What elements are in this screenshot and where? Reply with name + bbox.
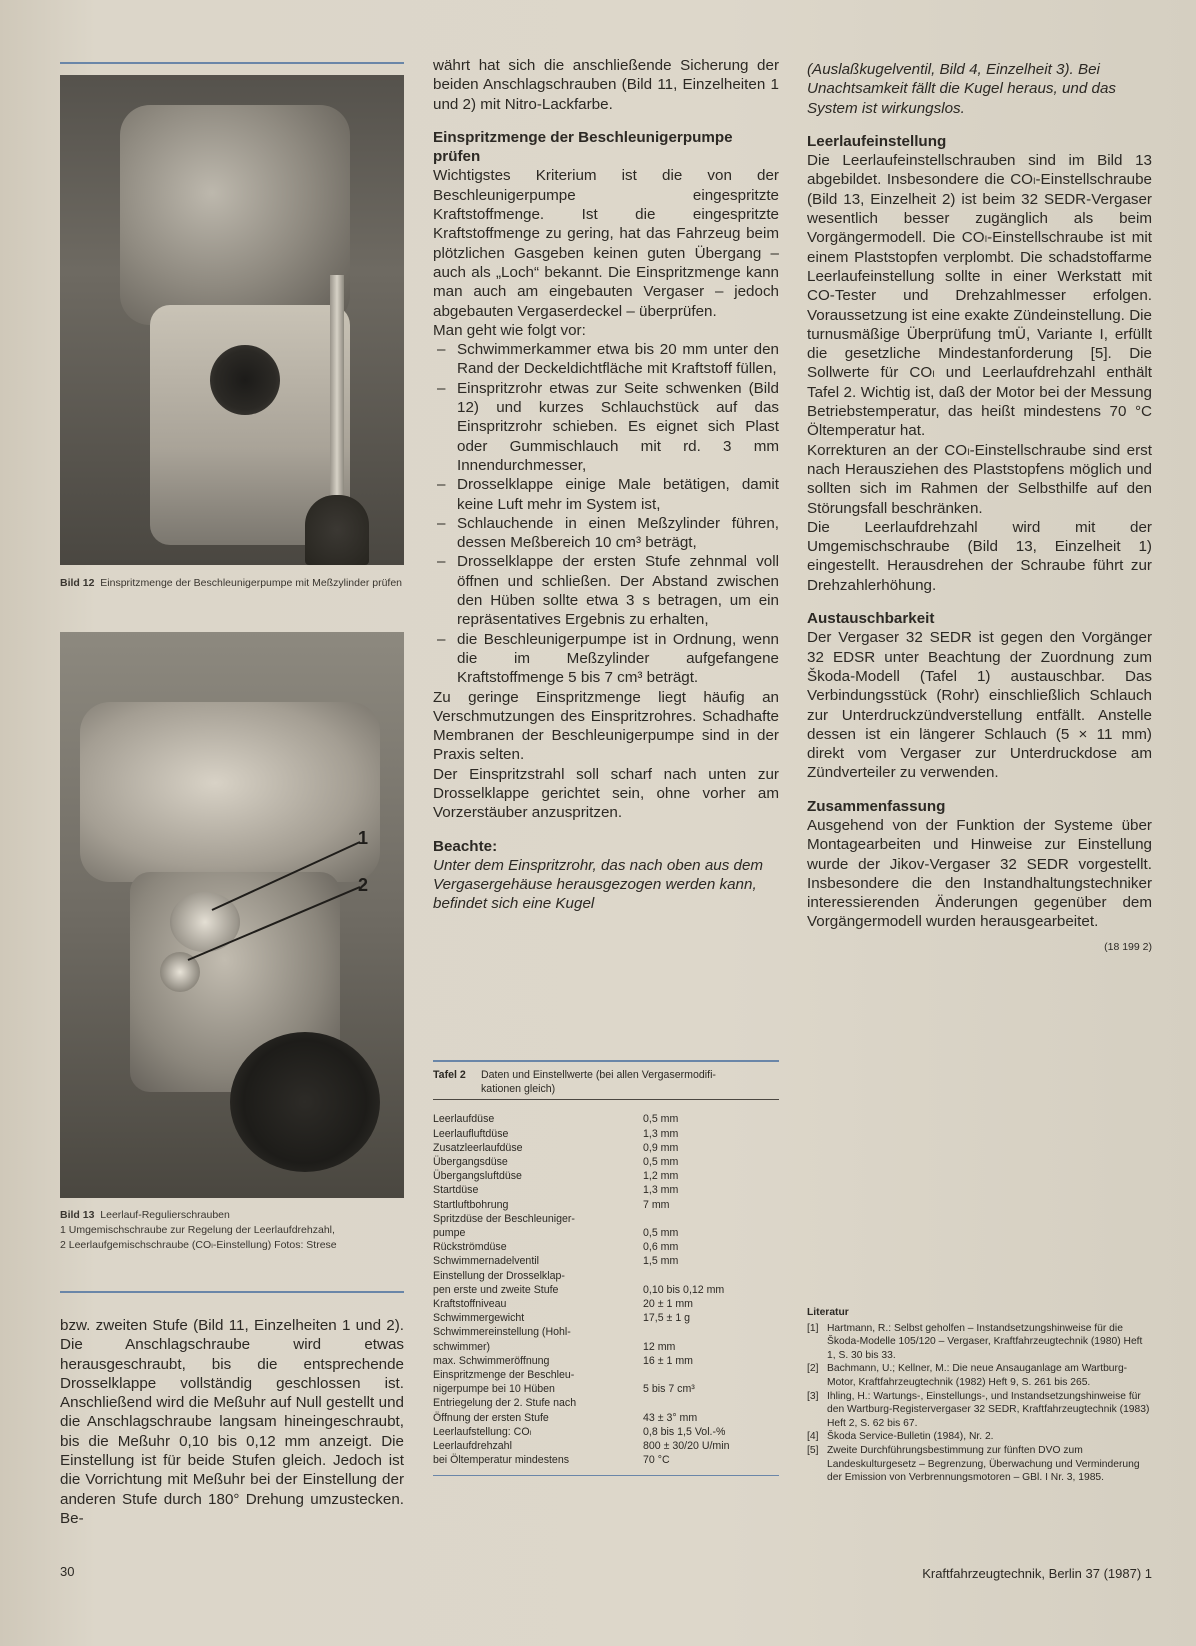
literature-item bbox=[807, 1430, 1152, 1444]
caption-line3-bild-13: 2 Leerlaufgemischschraube (COₗ-Einstellung) Fotos: Strese bbox=[60, 1239, 337, 1251]
table-cell-value: 1,3 mm bbox=[643, 1184, 679, 1197]
rule-top-left bbox=[60, 62, 404, 64]
list-item: – Drosselklappe der ersten Stufe zehnmal voll öffnen und schließen. Der Abstand zwischen den Hüben sollte etwa 3 s betragen, um ein repräsentatives Ergebnis zu erhalten, bbox=[433, 552, 779, 629]
table-cell-parameter: Rückströmdüse bbox=[433, 1241, 507, 1254]
caption-line2-bild-13: 1 Umgemischschraube zur Regelung der Leerlaufdrehzahl, bbox=[60, 1224, 335, 1236]
column-2-text bbox=[433, 56, 779, 914]
marker-2: 2 bbox=[358, 875, 369, 895]
rule-table-top bbox=[433, 1060, 779, 1062]
steps-list bbox=[433, 340, 779, 687]
table-row bbox=[433, 1183, 779, 1197]
table-cell-value: 1,2 mm bbox=[643, 1170, 679, 1183]
table-row bbox=[433, 1354, 779, 1368]
table-cell-parameter: Spritzdüse der Beschleuniger- bbox=[433, 1212, 575, 1225]
table-cell-value: 0,8 bis 1,5 Vol.-% bbox=[643, 1425, 726, 1438]
table-cell-parameter: Übergangsluftdüse bbox=[433, 1170, 522, 1183]
caption-bild-13 bbox=[60, 1208, 404, 1253]
literature-text: Bachmann, U.; Kellner, M.: Die neue Ansauganlage am Wartburg-Motor, Kraftfahrzeugtechnik (1982) Heft 9, S. 261 bis 265. bbox=[827, 1363, 1128, 1388]
table-row bbox=[433, 1112, 779, 1126]
literature-number: [5] bbox=[807, 1444, 819, 1456]
heading-austauschbarkeit: Austauschbarkeit bbox=[807, 610, 935, 628]
leader-lines bbox=[60, 632, 404, 1198]
table-row bbox=[433, 1226, 779, 1240]
table-row bbox=[433, 1425, 779, 1439]
table-cell-value: 0,5 mm bbox=[643, 1156, 679, 1169]
table-cell-value: 7 mm bbox=[643, 1198, 670, 1211]
literature-text: Zweite Durchführungsbestimmung zur fünften DVO zum Landeskulturgesetz – Begrenzung, Überwachung und Verminderung der Emission von Verbrennungsmotoren – GBl. I Nr. 3, 1985. bbox=[827, 1444, 1140, 1484]
col3-paragraph-2: Korrekturen an der COₗ-Einstellschraube sind erst nach Herausziehen des Plaststopfens möglich und sollten sich im Rahmen der Selbsthilfe auf den Störungsfall beschränken. bbox=[807, 441, 1152, 517]
table-cell-parameter: pen erste und zweite Stufe bbox=[433, 1283, 559, 1296]
list-item: – Schwimmerkammer etwa bis 20 mm unter den Rand der Deckeldichtfläche mit Kraftstoff füllen, bbox=[433, 340, 779, 379]
table-cell-value bbox=[643, 1212, 779, 1226]
table-cell-value: 0,5 mm bbox=[643, 1227, 679, 1240]
literature-text: Škoda Service-Bulletin (1984), Nr. 2. bbox=[827, 1431, 994, 1443]
table-cell-parameter: Schwimmereinstellung (Hohl- bbox=[433, 1326, 571, 1339]
col3-continuation: (Auslaßkugelventil, Bild 4, Einzelheit 3). Bei Unachtsamkeit fällt die Kugel heraus, und das System ist wirkungslos. bbox=[807, 61, 1116, 117]
table-cell-value: 5 bis 7 cm³ bbox=[643, 1383, 695, 1396]
rule-mid-left bbox=[60, 1291, 404, 1293]
table-cell-parameter: Entriegelung der 2. Stufe nach bbox=[433, 1397, 577, 1410]
table-row bbox=[433, 1453, 779, 1467]
marker-1: 1 bbox=[358, 828, 369, 848]
list-item: – die Beschleunigerpumpe ist in Ordnung, wenn die im Meßzylinder aufgefangene Kraftstoffmenge 5 bis 7 cm³ beträgt. bbox=[433, 630, 779, 688]
literature-number: [2] bbox=[807, 1363, 819, 1375]
table-cell-value: 17,5 ± 1 g bbox=[643, 1312, 691, 1325]
col2-paragraph-1: Wichtigstes Kriterium ist die von der Beschleunigerpumpe eingespritzte Kraftstoffmenge. Ist die eingespritzte Kraftstoffmenge zu gering, hat das Fahrzeug beim plötzlichen Gasgeben keinen guten Übergang – auch als „Loch“ bekannt. Die Einspritzmenge kann man auch am eingebauten Vergaser – jedoch abgebauten Vergaserdeckel – überprüfen. bbox=[433, 167, 779, 320]
table-row bbox=[433, 1382, 779, 1396]
col2-continuation: währt hat sich die anschließende Sicherung der beiden Anschlagschrauben (Bild 11, Einzelheiten 1 und 2) mit Nitro-Lackfarbe. bbox=[433, 57, 779, 113]
table-cell-parameter: Schwimmergewicht bbox=[433, 1312, 525, 1325]
table-cell-value: 0,5 mm bbox=[643, 1113, 679, 1126]
table-cell-parameter: Leerlaufdüse bbox=[433, 1113, 495, 1126]
literature-item bbox=[807, 1362, 1152, 1389]
literature-number: [4] bbox=[807, 1431, 819, 1443]
heading-einspritzmenge: Einspritzmenge der Beschleunigerpumpe prüfen bbox=[433, 128, 733, 166]
table-row bbox=[433, 1297, 779, 1311]
table-row bbox=[433, 1240, 779, 1254]
table-row bbox=[433, 1212, 779, 1226]
carburetor-photo-bild-12 bbox=[60, 75, 404, 565]
col3-paragraph-1: Die Leerlaufeinstellschrauben sind im Bild 13 abgebildet. Insbesondere die COₗ-Einstellschraube (Bild 13, Einzelheit 2) ist beim 32 SEDR-Vergaser wesentlich besser zugänglich als beim Vorgängermodell. Die COₗ-Einstellschraube ist mit einem Plaststopfen verplombt. Die schadstoffarme Leerlaufeinstellung sollte in einer Werkstatt mit CO-Tester und Drehzahlmesser erfolgen. Voraussetzung ist eine exakte Zündeinstellung. Die turnusmäßige Überprüfung tmÜ, Variante I, erfüllt die gesetzliche Mindestanforderung [5]. Die Sollwerte für COₗ und Leerlaufdrehzahl enthält Tafel 2. Wichtig ist, daß der Motor bei der Messung Betriebstemperatur, das heißt mindestens 70 °C Öltemperatur hat. bbox=[807, 152, 1152, 440]
table-cell-value bbox=[643, 1396, 779, 1410]
table-row bbox=[433, 1254, 779, 1268]
table-row bbox=[433, 1283, 779, 1297]
caption-line1-bild-13: Leerlauf-Regulierschrauben bbox=[100, 1209, 230, 1221]
caption-text-bild-12: Einspritzmenge der Beschleunigerpumpe mit Meßzylinder prüfen bbox=[100, 577, 403, 589]
table-cell-parameter: Einspritzmenge der Beschleu- bbox=[433, 1369, 575, 1382]
table-title-line1: Daten und Einstellwerte (bei allen Vergasermodifi- bbox=[481, 1069, 716, 1081]
table-header bbox=[433, 1068, 779, 1100]
table-cell-parameter: Zusatzleerlaufdüse bbox=[433, 1141, 523, 1154]
table-cell-parameter: Einstellung der Drosselklap- bbox=[433, 1269, 565, 1282]
col2-note: Unter dem Einspritzrohr, das nach oben aus dem Vergasergehäuse herausgezogen werden kann, befindet sich eine Kugel bbox=[433, 856, 764, 913]
table-row bbox=[433, 1439, 779, 1453]
table-cell-parameter: max. Schwimmeröffnung bbox=[433, 1354, 550, 1367]
col2-paragraph-4: Der Einspritzstrahl soll scharf nach unten zur Drosselklappe gerichtet sein, ohne vorher am Vorzerstäuber anzuspritzen. bbox=[433, 765, 779, 822]
table-cell-value: 800 ± 30/20 U/min bbox=[643, 1440, 730, 1453]
table-cell-parameter: pumpe bbox=[433, 1227, 466, 1240]
table-cell-value: 43 ± 3° mm bbox=[643, 1411, 698, 1424]
table-cell-parameter: Schwimmernadelventil bbox=[433, 1255, 539, 1268]
table-row bbox=[433, 1368, 779, 1382]
literature-number: [3] bbox=[807, 1390, 819, 1402]
table-body bbox=[433, 1112, 779, 1467]
table-cell-parameter: bei Öltemperatur mindestens bbox=[433, 1454, 570, 1467]
table-cell-parameter: schwimmer) bbox=[433, 1340, 491, 1353]
table-row bbox=[433, 1198, 779, 1212]
table-cell-value: 20 ± 1 mm bbox=[643, 1298, 693, 1311]
list-item: – Einspritzrohr etwas zur Seite schwenken (Bild 12) und kurzes Schlauchstück auf das Einspritzrohr schieben. Es eignet sich Plast oder Gummischlauch mit rd. 3 mm Innendurchmesser, bbox=[433, 379, 779, 475]
col3-paragraph-5: Ausgehend von der Funktion der Systeme über Montagearbeiten und Hinweise zur Einstellung wurde der Jikov-Vergaser 32 SEDR vorgestellt. Insbesondere die den Instandhaltungstechniker interessierenden Änderungen gegenüber dem Vorgängermodell wurden herausgearbeitet. bbox=[807, 816, 1152, 931]
table-cell-value: 0,10 bis 0,12 mm bbox=[643, 1283, 725, 1296]
table-cell-parameter: Leerlaufstellung: COₗ bbox=[433, 1425, 532, 1438]
col2-paragraph-3: Zu geringe Einspritzmenge liegt häufig an Verschmutzungen des Einspritzrohres. Schadhafte Membranen der Beschleunigerpumpe sind in der Praxis selten. bbox=[433, 688, 779, 764]
caption-label-bild-13: Bild 13 bbox=[60, 1209, 95, 1221]
table-cell-value: 12 mm bbox=[643, 1340, 676, 1353]
table-cell-value: 1,3 mm bbox=[643, 1127, 679, 1140]
carburetor-photo-bild-13 bbox=[60, 632, 404, 1198]
col2-paragraph-2: Man geht wie folgt vor: bbox=[433, 321, 586, 339]
table-row bbox=[433, 1396, 779, 1410]
journal-footer: Kraftfahrzeugtechnik, Berlin 37 (1987) 1 bbox=[922, 1566, 1152, 1581]
literature-text: Hartmann, R.: Selbst geholfen – Instandsetzungshinweise für die Škoda-Modelle 105/120 – Vergaser, Kraftfahrzeugtechnik (1980) Heft 1, S. 30 bis 33. bbox=[827, 1322, 1143, 1361]
literature-number: [1] bbox=[807, 1322, 819, 1334]
caption-label-bild-12: Bild 12 bbox=[60, 577, 95, 589]
table-cell-parameter: Übergangsdüse bbox=[433, 1156, 508, 1169]
heading-leerlaufeinstellung: Leerlaufeinstellung bbox=[807, 132, 947, 150]
literature-item bbox=[807, 1322, 1152, 1363]
col3-paragraph-4: Der Vergaser 32 SEDR ist gegen den Vorgänger 32 EDSR unter Beachtung der Zuordnung zum Škoda-Modell (Tafel 1) austauschbar. Das Verbindungsstück (Rohr) einschließlich Schlauch zur Unterdruckzündverstellung entfällt. Anstelle dessen ist ein längerer Schlauch (5 × 11 mm) direkt vom Vergaser zur Unterdruckdose am Zündverteiler zu verwenden. bbox=[807, 629, 1152, 782]
table-cell-parameter: Leerlaufluftdüse bbox=[433, 1127, 509, 1140]
table-row bbox=[433, 1169, 779, 1183]
caption-bild-12 bbox=[60, 576, 404, 591]
list-item: – Drosselklappe einige Male betätigen, damit keine Luft mehr im System ist, bbox=[433, 475, 779, 514]
table-row bbox=[433, 1340, 779, 1354]
table-cell-parameter: Startdüse bbox=[433, 1184, 479, 1197]
heading-beachte: Beachte: bbox=[433, 837, 498, 855]
table-cell-value: 1,5 mm bbox=[643, 1255, 679, 1268]
heading-zusammenfassung: Zusammenfassung bbox=[807, 797, 946, 815]
table-cell-value bbox=[643, 1368, 779, 1382]
table-cell-parameter: Leerlaufdrehzahl bbox=[433, 1440, 512, 1453]
literature-list bbox=[807, 1306, 1152, 1485]
literature-title: Literatur bbox=[807, 1307, 849, 1318]
table-cell-value bbox=[643, 1269, 779, 1283]
col1-paragraph: bzw. zweiten Stufe (Bild 11, Einzelheiten 1 und 2). Die Anschlagschraube wird etwas herausgeschraubt, bis die entsprechende Drosselklappe vollständig geschlossen ist. Anschließend wird die Meßuhr auf Null gestellt und die Anschlagschraube langsam hineingeschraubt, bis die Meßuhr 0,10 bis 0,12 mm anzeigt. Die Einstellung ist für beide Stufen gleich. Jedoch ist die Vorrichtung mit Meßuhr bei der Einstellung der anderen Stufe durch 180° Drehung umzustecken. Be- bbox=[60, 1317, 404, 1527]
table-cell-parameter: nigerpumpe bei 10 Hüben bbox=[433, 1383, 555, 1396]
table-cell-parameter: Startluftbohrung bbox=[433, 1198, 509, 1211]
literature-item bbox=[807, 1390, 1152, 1431]
table-cell-parameter: Öffnung der ersten Stufe bbox=[433, 1411, 549, 1424]
table-cell-value: 16 ± 1 mm bbox=[643, 1354, 693, 1367]
table-row bbox=[433, 1311, 779, 1325]
literature-item bbox=[807, 1444, 1152, 1485]
article-reference: (18 199 2) bbox=[1104, 940, 1152, 953]
table-title-line2: kationen gleich) bbox=[481, 1083, 556, 1096]
col3-paragraph-3: Die Leerlaufdrehzahl wird mit der Umgemischschraube (Bild 13, Einzelheit 1) eingestellt. Herausdrehen der Schraube führt zur Drehzahlerhöhung. bbox=[807, 518, 1152, 594]
table-row bbox=[433, 1325, 779, 1339]
table-row bbox=[433, 1127, 779, 1141]
table-cell-value: 70 °C bbox=[643, 1454, 670, 1467]
column-3-text bbox=[807, 60, 1152, 957]
table-cell-value: 0,6 mm bbox=[643, 1241, 679, 1254]
table-cell-value bbox=[643, 1325, 779, 1339]
table-cell-value: 0,9 mm bbox=[643, 1141, 679, 1154]
table-tafel-2 bbox=[433, 1068, 779, 1476]
table-label: Tafel 2 bbox=[433, 1069, 466, 1081]
table-cell-parameter: Kraftstoffniveau bbox=[433, 1298, 507, 1311]
literature-text: Ihling, H.: Wartungs-, Einstellungs-, und Instandsetzungshinweise für den Wartburg-Registervergaser 32 SEDR, Kraftfahrzeugtechnik (1983) Heft 2, S. 62 bis 67. bbox=[827, 1390, 1150, 1429]
column-1-text bbox=[60, 1316, 404, 1528]
table-row bbox=[433, 1269, 779, 1283]
table-row bbox=[433, 1141, 779, 1155]
list-item: – Schlauchende in einen Meßzylinder führen, dessen Meßbereich 10 cm³ beträgt, bbox=[433, 514, 779, 553]
page-number: 30 bbox=[60, 1564, 75, 1579]
table-row bbox=[433, 1155, 779, 1169]
table-row bbox=[433, 1411, 779, 1425]
